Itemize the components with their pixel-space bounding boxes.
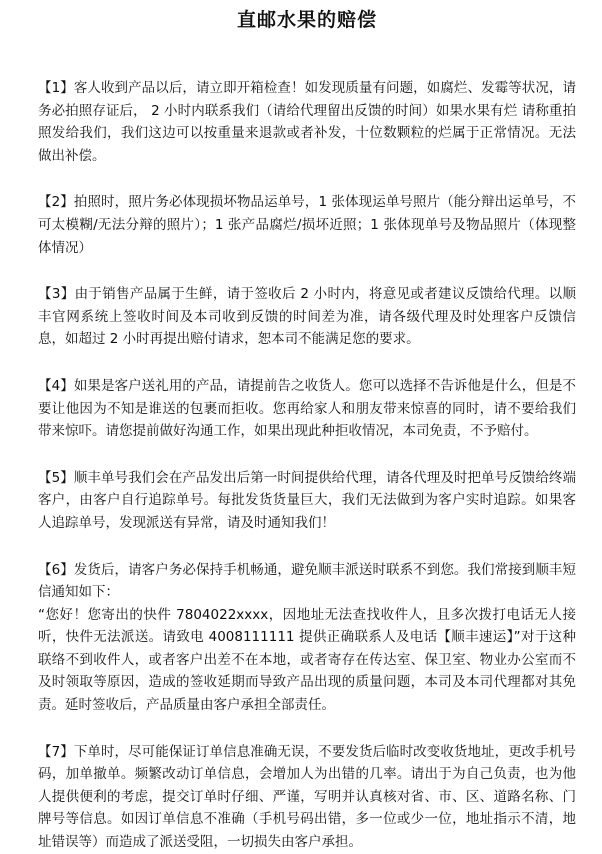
sms-notice-quote: “您好！您寄出的快件 7804022xxxx，因地址无法查找收件人，且多次拨打电话无人接听，快件无法派送。请致电 4008111111 提供正确联系人及电话【顺丰速运】”对于这种联络不到收件人，或者客户出差不在本地，或者寄存在传达室、保卫室、物业办公室而不及时领取等原因，造成的签收延期而导致产品出现的质量问题，本司及本司代理都对其免责。延时签收后，产品质量由客户承担全部责任。 [38,606,576,714]
clause-1-paragraph: 【1】客人收到产品以后，请立即开箱检查！如发现质量有问题，如腐烂、发霉等状况，请务必拍照存证后， 2 小时内联系我们（请给代理留出反馈的时间）如果水果有烂 请称重拍照发给我们，我们这边可以按重量来退款或者补发，十位数颗粒的烂属于正常情况。无法做出补偿。 [38,80,576,164]
clause-6-block [38,559,576,717]
clause-2-paragraph: 【2】拍照时，照片务必体现损坏物品运单号，1 张体现运单号照片（能分辩出运单号，不可太模糊/无法分辩的照片）；1 张产品腐烂/损坏近照；1 张体现单号及物品照片（体现整体情况） [38,194,576,256]
clause-7-paragraph: 【7】下单时，尽可能保证订单信息准确无误，不要发货后临时改变收货地址，更改手机号码，加单撤单。频繁改动订单信息，会增加人为出错的几率。请出于为自己负责，也为他人提供便利的考虑，提交订单时仔细、严谨，写明并认真核对省、市、区、道路名称、门牌号等信息。如因订单信息不准确（手机号码出错，多一位或少一位，地址指示不清，地址错误等）而造成了派送受阻，一切损失由客户承担。 [38,743,576,851]
clause-5-paragraph: 【5】顺丰单号我们会在产品发出后第一时间提供给代理，请各代理及时把单号反馈给终端客户，由客户自行追踪单号。每批发货货量巨大，我们无法做到为客户实时追踪。如果客人追踪单号，发现派送有异常，请及时通知我们！ [38,469,576,531]
clause-6-paragraph: 【6】发货后，请客户务必保持手机畅通，避免顺丰派送时联系不到您。我们常接到顺丰短信通知如下： [38,561,576,601]
clause-3-paragraph: 【3】由于销售产品属于生鲜，请于签收后 2 小时内，将意见或者建议反馈给代理。以顺丰官网系统上签收时间及本司收到反馈的时间差为准，请各级代理及时处理客户反馈信息，如超过 2 小时再提出赔付请求，恕本司不能满足您的要求。 [38,286,576,348]
clause-4-paragraph: 【4】如果是客户送礼用的产品，请提前告之收货人。您可以选择不告诉他是什么，但是不要让他因为不知是谁送的包裹而拒收。您再给家人和朋友带来惊喜的同时，请不要给我们带来惊吓。请您提前做好沟通工作，如果出现此种拒收情况，本司免责，不予赔付。 [38,377,576,440]
page-title: 直邮水果的赔偿 [236,9,377,31]
